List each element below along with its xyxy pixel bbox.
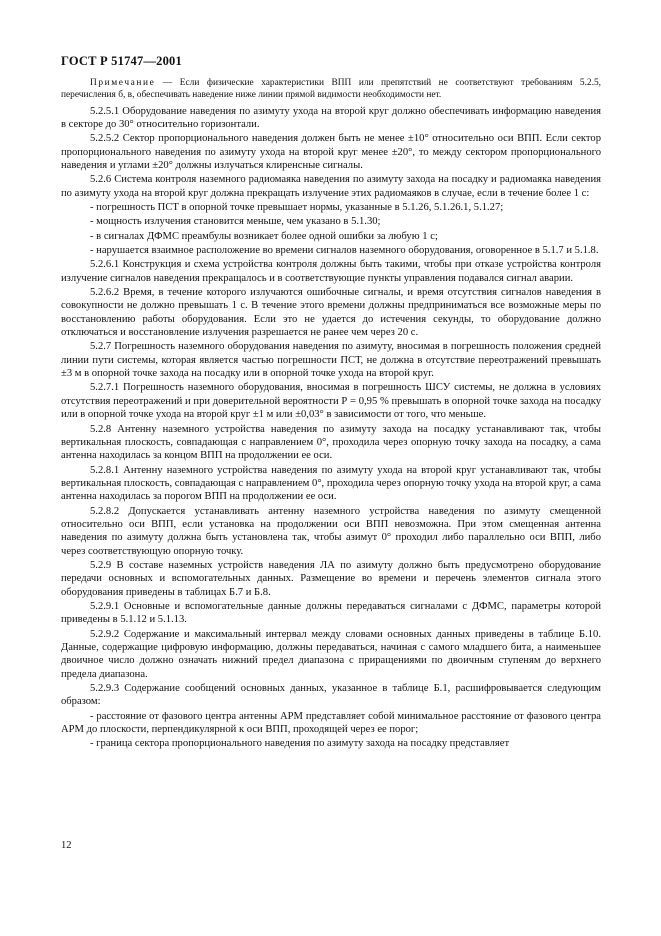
note-paragraph <box>61 77 601 102</box>
note-text: — Если физические характеристики ВПП или препятствий не соответствуют требованиям 5.2.5, перечисления б, в, обеспечивать наведение ниже линии прямой видимости необходимости нет. <box>61 78 601 101</box>
paragraph-5-2-5-1: 5.2.5.1 Оборудование наведения по азимуту ухода на второй круг должно обеспечивать информацию наведения в секторе до 30° относительно горизонтали. <box>61 105 601 130</box>
paragraph-5-2-6-2: 5.2.6.2 Время, в течение которого излучаются ошибочные сигналы, и время отсутствия сигналов наведения в совокупности не должно превышать 1 с. В течение этого времени должны предприниматься все возможные меры по восстановлению работы оборудования. Если это не удается до истечения секунды, то оборудование должно отключаться и восстановление излучения разрешается не ранее чем через 20 с. <box>61 287 601 339</box>
list-item-sector-boundary: - граница сектора пропорционального наведения по азимуту захода на посадку представляет <box>90 738 510 750</box>
paragraph-5-2-6-1: 5.2.6.1 Конструкция и схема устройства контроля должны быть такими, чтобы при отказе устройства контроля излучение сигналов наведения прекращалось и в соответствующие пункты управления подавался сигнал аварии. <box>61 259 601 284</box>
paragraph-5-2-9-2: 5.2.9.2 Содержание и максимальный интервал между словами основных данных приведены в таблице Б.10. Данные, содержащие цифровую информацию, должны передаваться, начиная с самого младшего бита, а наименьшее двоичное число должно означать нижний предел диапазона с приращениями по двоичным ступеням до верхнего предела диапазона. <box>61 628 601 680</box>
paragraph-5-2-9: 5.2.9 В составе наземных устройств наведения ЛА по азимуту должно быть предусмотрено оборудование передачи основных и вспомогательных данных. Размещение во времени и перечень элементов сигнала этого оборудования приведены в таблицах Б.7 и Б.8. <box>61 559 601 598</box>
standard-header: ГОСТ Р 51747—2001 <box>61 54 182 68</box>
paragraph-5-2-8: 5.2.8 Антенну наземного устройства наведения по азимуту захода на посадку устанавливают так, чтобы вертикальная плоскость, совпадающая с направлением 0°, проходила через опорную точку захода на посадку, а сама антенна находилась за концом ВПП на продолжении ее оси. <box>61 423 601 462</box>
document-body <box>61 77 601 752</box>
paragraph-5-2-6: 5.2.6 Система контроля наземного радиомаяка наведения по азимуту захода на посадку и радиомаяка наведения по азимуту ухода на второй круг должна прекращать излучение этих радиомаяков в случае, если в течение более 1 с: <box>61 174 601 199</box>
paragraph-5-2-7: 5.2.7 Погрешность наземного оборудования наведения по азимуту, вносимая в погрешность положения средней линии пути системы, которая является частью погрешности ПСТ, не должна в отсутствие переотражений превышать ±3 м в опорной точке захода на посадку или в опорной точке ухода на второй круг. <box>61 341 601 380</box>
note-label: Примечание <box>90 78 156 88</box>
list-item-arm-distance: - расстояние от фазового центра антенны АРМ представляет собой минимальное расстояние от фазового центра АРМ до плоскости, перпендикулярной к оси ВПП, проходящей через ее порог; <box>61 710 601 736</box>
list-item-timing: - нарушается взаимное расположение во времени сигналов наземного оборудования, оговоренное в 5.1.7 и 5.1.8. <box>90 245 599 257</box>
list-item-preamble: - в сигналах ДФМС преамбулы возникает более одной ошибки за любую 1 с; <box>90 230 438 242</box>
list-item-pst-error: - погрешность ПСТ в опорной точке превышает нормы, указанные в 5.1.26, 5.1.26.1, 5.1.27; <box>90 202 504 213</box>
paragraph-5-2-8-1: 5.2.8.1 Антенну наземного устройства наведения по азимуту ухода на второй круг устанавливают так, чтобы вертикальная плоскость, совпадающая с направлением 0°, проходила через опорную точку ухода на второй круг, а сама антенна находилась за порогом ВПП на продолжении ее оси. <box>61 464 601 503</box>
paragraph-5-2-5-2: 5.2.5.2 Сектор пропорционального наведения должен быть не менее ±10° относительно оси ВПП. Если сектор пропорционального наведения по азимуту ухода на второй круг менее ±20°, то между сектором пропорционального наведения и углами ±20° должны излучаться клиренсные сигналы. <box>61 133 601 171</box>
paragraph-5-2-9-3: 5.2.9.3 Содержание сообщений основных данных, указанное в таблице Б.1, расшифровывается следующим образом: <box>61 683 601 708</box>
page-number: 12 <box>61 840 72 851</box>
list-item-power: - мощность излучения становится меньше, чем указано в 5.1.30; <box>90 216 381 228</box>
paragraph-5-2-8-2: 5.2.8.2 Допускается устанавливать антенну наземного устройства наведения по азимуту смещенной относительно оси ВПП, если установка на продолжении оси ВПП невозможна. При этом смещенная антенна наведения по азимуту должна быть установлена так, чтобы азимут 0° проходил либо параллельно оси ВПП, либо через соответствующую опорную точку. <box>61 505 601 557</box>
paragraph-5-2-7-1: 5.2.7.1 Погрешность наземного оборудования, вносимая в погрешность ШСУ системы, не должна в условиях отсутствия переотражений и при доверительной вероятности Р = 0,95 % превышать в опорной точке захода на посадку или в опорной точке ухода на второй круг ±1 м или ±0,03° в зависимости от того, что меньше. <box>61 382 601 421</box>
paragraph-5-2-9-1: 5.2.9.1 Основные и вспомогательные данные должны передаваться сигналами с ДФМС, параметры которой приведены в 5.1.12 и 5.1.13. <box>61 600 601 626</box>
